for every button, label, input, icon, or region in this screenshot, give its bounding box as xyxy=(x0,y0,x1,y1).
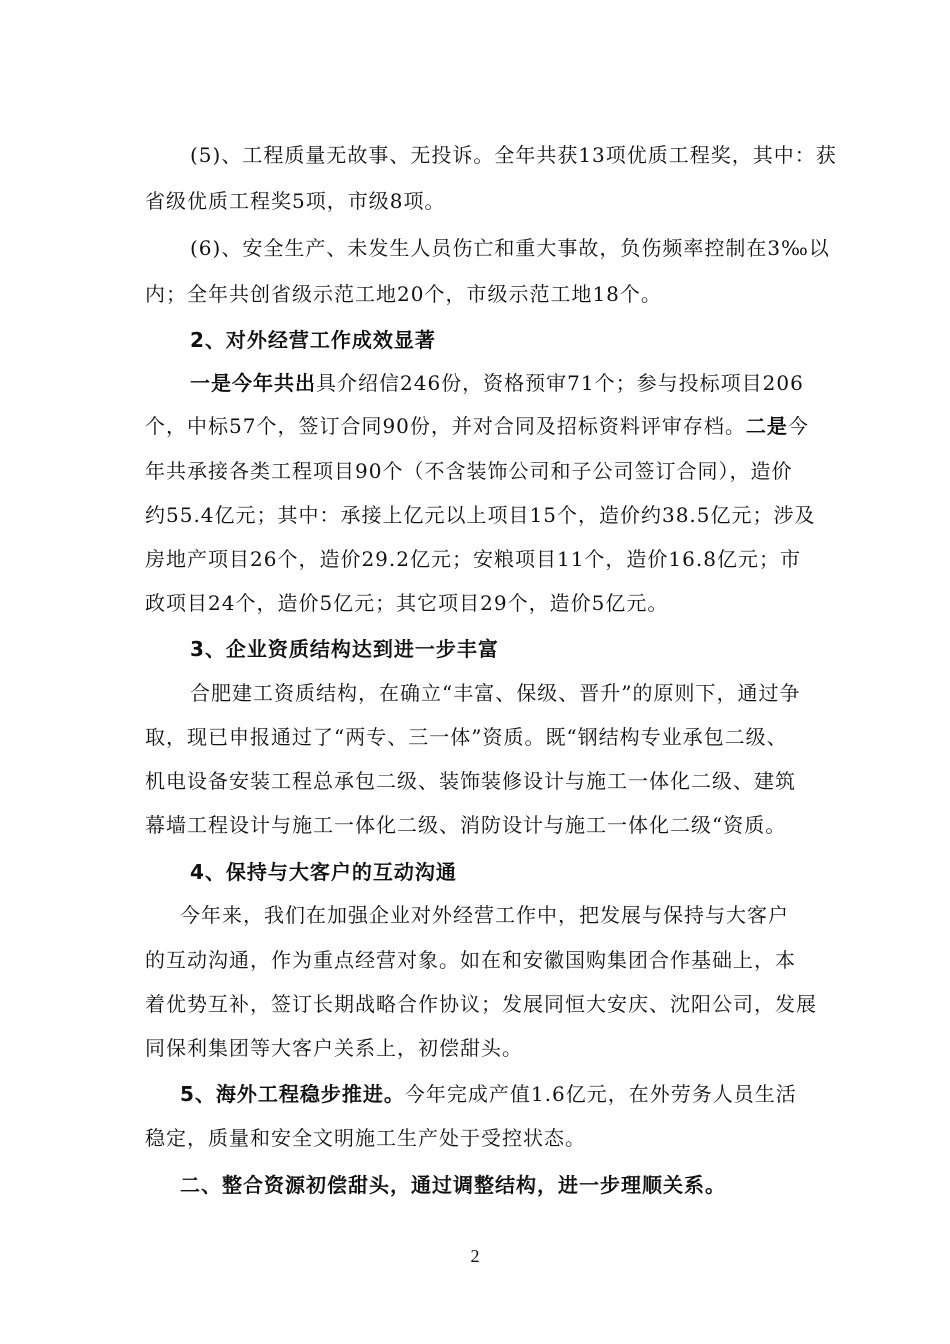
section2-line3: 年共承接各类工程项目90个（不含装饰公司和子公司签订合同），造价 xyxy=(145,459,793,483)
para6-line1: (6)、安全生产、未发生人员伤亡和重大事故，负伤频率控制在3‰以 xyxy=(190,236,830,260)
section2-line2-b: 今 xyxy=(787,414,809,438)
section4-line4: 同保利集团等大客户关系上，初偿甜头。 xyxy=(145,1036,523,1060)
para5-line1: (5)、工程质量无故事、无投诉。全年共获13项优质工程奖，其中：获 xyxy=(190,143,837,167)
part2-heading: 二、整合资源初偿甜头，通过调整结构，进一步理顺关系。 xyxy=(180,1173,726,1197)
section4-line1: 今年来，我们在加强企业对外经营工作中，把发展与保持与大客户 xyxy=(180,903,789,927)
section2-heading: 2、对外经营工作成效显著 xyxy=(190,328,436,352)
section2-line2-a: 个，中标57个，签订合同90份，并对合同及招标资料评审存档。 xyxy=(145,414,746,438)
section5-line1 xyxy=(180,1079,835,1109)
section3-line3: 机电设备安装工程总承包二级、装饰装修设计与施工一体化二级、建筑 xyxy=(145,769,796,793)
section4-line3: 着优势互补，签订长期战略合作协议；发展同恒大安庆、沈阳公司，发展 xyxy=(145,992,817,1016)
section2-line5: 房地产项目26个，造价29.2亿元；安粮项目11个，造价16.8亿元；市 xyxy=(145,547,801,571)
page-number: 2 xyxy=(470,1246,480,1266)
para5-line2: 省级优质工程奖5项，市级8项。 xyxy=(145,189,446,213)
section5-line1-rest: 今年完成产值1.6亿元，在外劳务人员生活 xyxy=(404,1082,797,1106)
section3-line2: 取，现已申报通过了“两专、三一体”资质。既“钢结构专业承包二级、 xyxy=(145,725,788,749)
section3-line1: 合肥建工资质结构，在确立“丰富、保级、晋升”的原则下，通过争 xyxy=(190,681,801,705)
section2-line4: 约55.4亿元；其中：承接上亿元以上项目15个，造价约38.5亿元；涉及 xyxy=(145,503,816,527)
section2-line6: 政项目24个，造价5亿元；其它项目29个，造价5亿元。 xyxy=(145,591,669,615)
section3-heading: 3、企业资质结构达到进一步丰富 xyxy=(190,637,499,661)
section2-line1-rest: 具介绍信246份，资格预审71个；参与投标项目206 xyxy=(316,371,804,395)
section2-line1 xyxy=(190,368,835,398)
section5-line2: 稳定，质量和安全文明施工生产处于受控状态。 xyxy=(145,1126,586,1150)
section2-line1-bold: 一是今年共出 xyxy=(190,371,316,395)
section4-heading: 4、保持与大客户的互动沟通 xyxy=(190,860,457,884)
section4-line2: 的互动沟通，作为重点经营对象。如在和安徽国购集团合作基础上，本 xyxy=(145,948,796,972)
section2-line2 xyxy=(145,411,835,441)
para6-line2: 内；全年共创省级示范工地20个，市级示范工地18个。 xyxy=(145,282,662,306)
section3-line4: 幕墙工程设计与施工一体化二级、消防设计与施工一体化二级“资质。 xyxy=(145,813,787,837)
section2-line2-bold: 二是 xyxy=(745,414,788,438)
section5-heading: 5、海外工程稳步推进。 xyxy=(180,1082,405,1106)
